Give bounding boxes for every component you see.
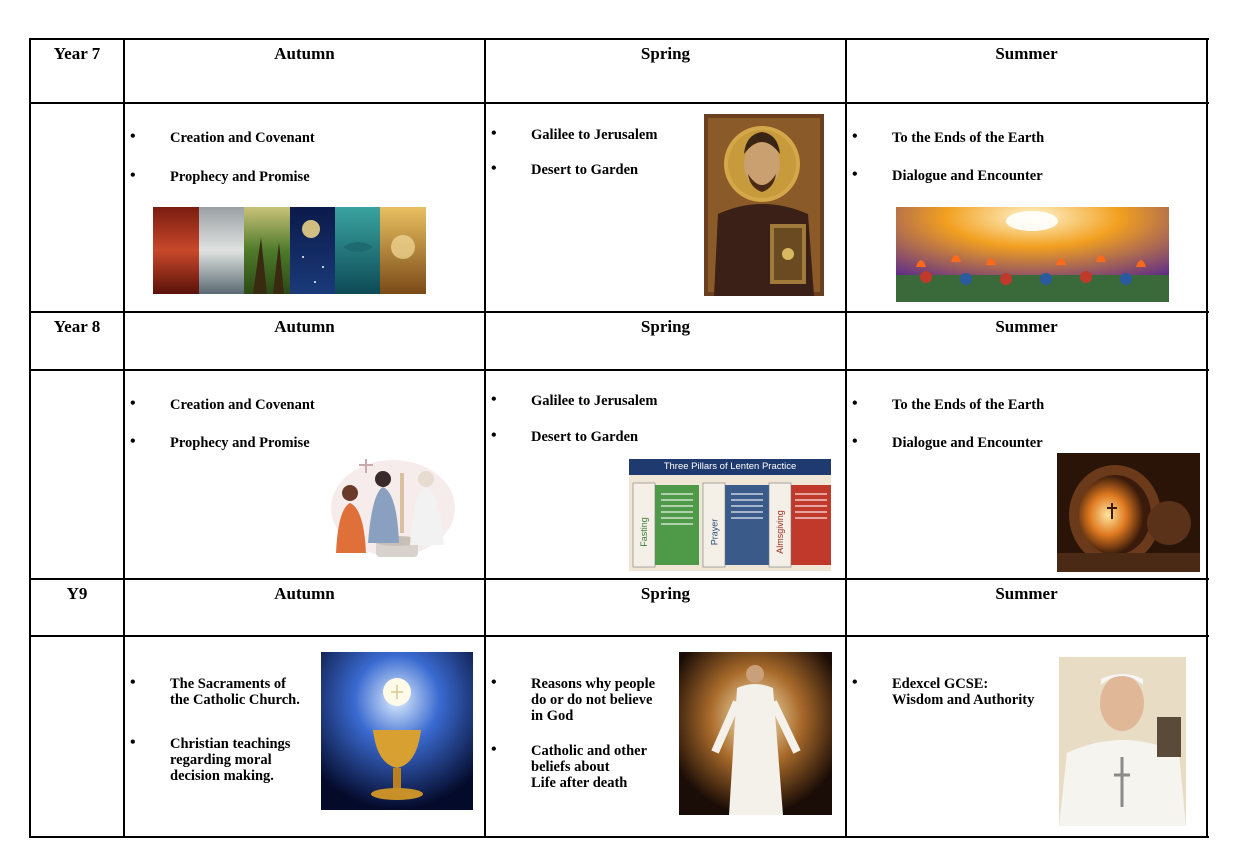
term-header-summer: Summer [995, 584, 1058, 603]
list-item: • Desert to Garden [487, 162, 827, 178]
eucharist-image [321, 652, 473, 810]
list-item: • Prophecy and Promise [126, 435, 466, 451]
topic-list [487, 393, 827, 445]
baptism-illustration [328, 453, 458, 558]
term-header-spring: Spring [640, 44, 691, 63]
list-item: • To the Ends of the Earth [848, 130, 1188, 146]
year-label: Y9 [66, 584, 88, 603]
list-item: • Desert to Garden [487, 429, 827, 445]
list-item: • Creation and Covenant [126, 397, 466, 413]
list-item: • To the Ends of the Earth [848, 397, 1188, 413]
column-divider [1206, 38, 1208, 838]
list-item: • Christian teachings regarding moral decision making. [126, 736, 326, 784]
pillar-label: Fasting [639, 517, 650, 547]
topic-list [848, 397, 1188, 451]
term-header-spring: Spring [640, 584, 691, 603]
topic-list [126, 130, 466, 185]
term-header-summer: Summer [995, 317, 1058, 336]
creation-panels-image [153, 207, 426, 294]
row-divider [29, 836, 1209, 838]
pope-portrait [1059, 657, 1186, 826]
list-item: • Dialogue and Encounter [848, 435, 1188, 451]
list-item: • Catholic and other beliefs about Life after death [487, 743, 687, 791]
term-header-autumn: Autumn [274, 44, 335, 63]
pillar-label: Prayer [709, 518, 720, 546]
lenten-pillars-poster [629, 459, 831, 571]
empty-tomb-image [1057, 453, 1200, 572]
row-divider [29, 102, 1209, 104]
topic-list [848, 130, 1188, 184]
pentecost-image [896, 207, 1169, 302]
pillar-label: Almsgiving [775, 510, 786, 554]
term-header-autumn: Autumn [274, 584, 335, 603]
poster-title: Three Pillars of Lenten Practice [629, 459, 831, 475]
topic-list [126, 397, 466, 451]
row-divider [29, 369, 1209, 371]
year-label: Year 7 [53, 44, 101, 63]
topic-list [848, 660, 1058, 724]
column-divider [123, 38, 125, 838]
row-divider [29, 311, 1209, 313]
list-item: • Dialogue and Encounter [848, 168, 1188, 184]
list-item: • Galilee to Jerusalem [487, 127, 827, 143]
row-divider [29, 38, 1209, 40]
year-label: Year 8 [53, 317, 101, 336]
topic-list [487, 660, 687, 807]
row-divider [29, 635, 1209, 637]
row-divider [29, 578, 1209, 580]
list-item: • Prophecy and Promise [126, 169, 466, 185]
christ-icon-image [704, 114, 824, 296]
term-header-summer: Summer [995, 44, 1058, 63]
column-divider [29, 38, 31, 838]
column-divider [484, 38, 486, 838]
term-header-spring: Spring [640, 317, 691, 336]
topic-list [126, 660, 326, 800]
list-item: • Edexcel GCSE: Wisdom and Authority [848, 676, 1058, 708]
list-item: • Galilee to Jerusalem [487, 393, 827, 409]
list-item: • Creation and Covenant [126, 130, 466, 146]
term-header-autumn: Autumn [274, 317, 335, 336]
list-item: • Reasons why people do or do not believe in God [487, 676, 687, 724]
list-item: • The Sacraments of the Catholic Church. [126, 676, 326, 708]
risen-christ-image [679, 652, 832, 815]
column-divider [845, 38, 847, 838]
